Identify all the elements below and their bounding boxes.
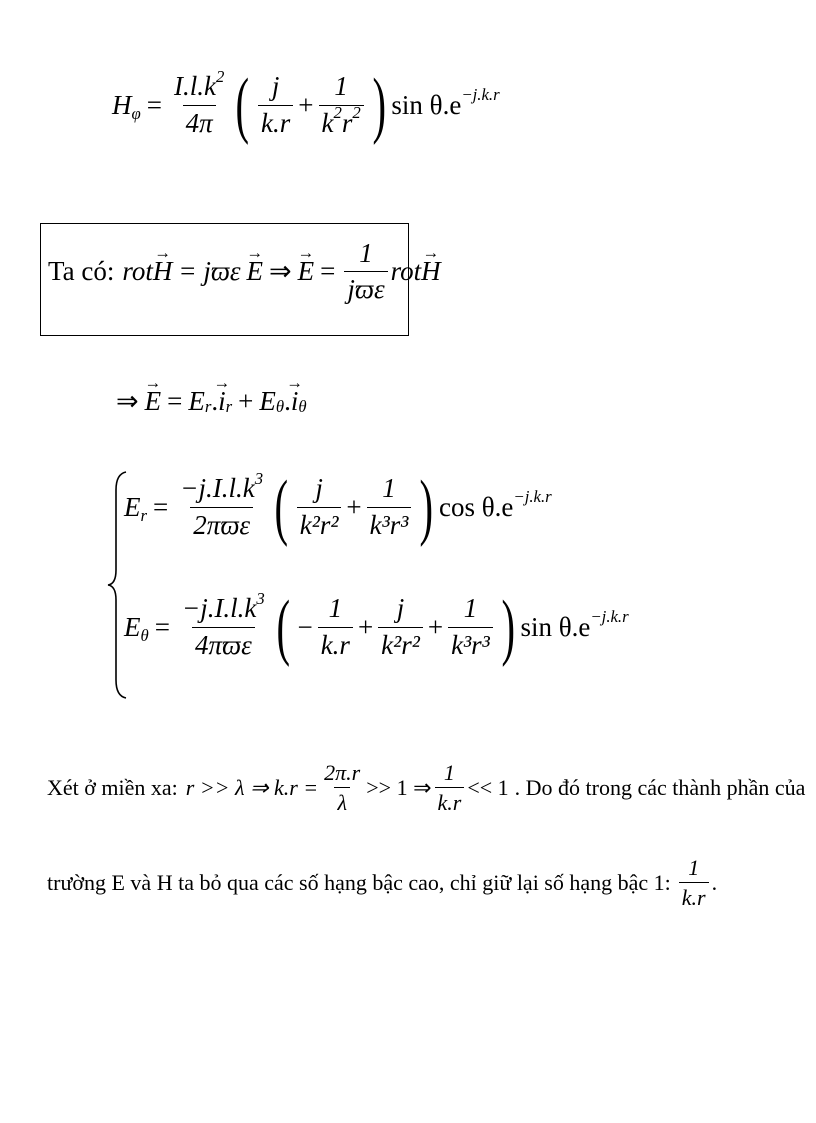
e-theta-term-0: $\frac{1}{k.r}$ bbox=[318, 593, 353, 660]
e-theta-term-1: $\frac{j}{\text{k²r²}}$ bbox=[378, 593, 423, 660]
e-theta-term-2: $\frac{1}{\text{k³r³}}$ bbox=[448, 593, 493, 660]
equation-h-phi: $H_\varphi$ = $\frac{I.l.k^2}{4\pi}$ ( $\frac{j}{k.r}$ + $\frac{1}{k^2r^2}$ ) $\sin \theta.e^{-j.k.r}$ bbox=[112, 64, 500, 146]
paragraph-far-field: Xét ở miền xa: r >> λ ⇒ k.r = $\frac{2\pi.r}{\lambda}$ >> 1 ⇒ $\frac{1}{k.r}$ << 1 . Do đó trong các thành phần của bbox=[47, 760, 806, 816]
far-field-fraction-1: $\frac{2\pi.r}{\lambda}$ bbox=[324, 760, 361, 816]
h-phi-coefficient: $\frac{I.l.k^2}{4\pi}$ bbox=[174, 67, 225, 138]
e-theta-coefficient: $\frac{-j.I.l.k^3}{\text{4πϖε}}$ bbox=[181, 589, 265, 660]
inverse-fraction: $\frac{1}{\text{jϖε}}$ bbox=[344, 238, 387, 305]
first-order-fraction: $\frac{1}{k.r}$ bbox=[679, 855, 709, 911]
h-phi-trig: $\sin \theta.e^{-j.k.r}$ bbox=[391, 85, 500, 120]
equation-e-decomposition: ⇒ → E = E r . → i r + E θ . → i θ bbox=[116, 386, 307, 417]
equation-e-r: $E_r$ = $\frac{-j.I.l.k^3}{\text{2πϖε}}$ ( $\frac{j}{\text{k²r²}}$ + $\frac{1}{\text{k³r³}}$ ) $\cos \theta.e^{-j.k.r}$ bbox=[124, 466, 552, 548]
e-r-coefficient: $\frac{-j.I.l.k^3}{\text{2πϖε}}$ bbox=[180, 469, 264, 540]
equation-rot-h: Ta có: rot → H = jϖε → E ⇒ → E = $\frac{1}{\text{jϖε}}$ rot → H bbox=[48, 238, 441, 305]
e-r-term-2: $\frac{1}{\text{k³r³}}$ bbox=[367, 473, 412, 540]
equation-e-theta: $E_\theta$ = $\frac{-j.I.l.k^3}{\text{4πϖε}}$ ( − $\frac{1}{k.r}$ + $\frac{j}{\text{k²r²}}$ + $\frac{1}{\text{k³r³}}$ ) $\sin \theta.e^{-j.k.r}$ bbox=[124, 586, 629, 668]
paragraph-approximation: trường E và H ta bỏ qua các số hạng bậc cao, chỉ giữ lại số hạng bậc 1: $\frac{1}{k.r}$ . bbox=[47, 855, 718, 911]
h-phi-lhs: $H_\varphi$ bbox=[112, 89, 141, 124]
far-field-fraction-2: $\frac{1}{k.r}$ bbox=[435, 760, 465, 816]
e-r-term-1: $\frac{j}{\text{k²r²}}$ bbox=[297, 473, 342, 540]
h-phi-term-1: $\frac{j}{k.r}$ bbox=[258, 71, 293, 138]
h-phi-term-2: $\frac{1}{k^2r^2}$ bbox=[319, 71, 364, 138]
